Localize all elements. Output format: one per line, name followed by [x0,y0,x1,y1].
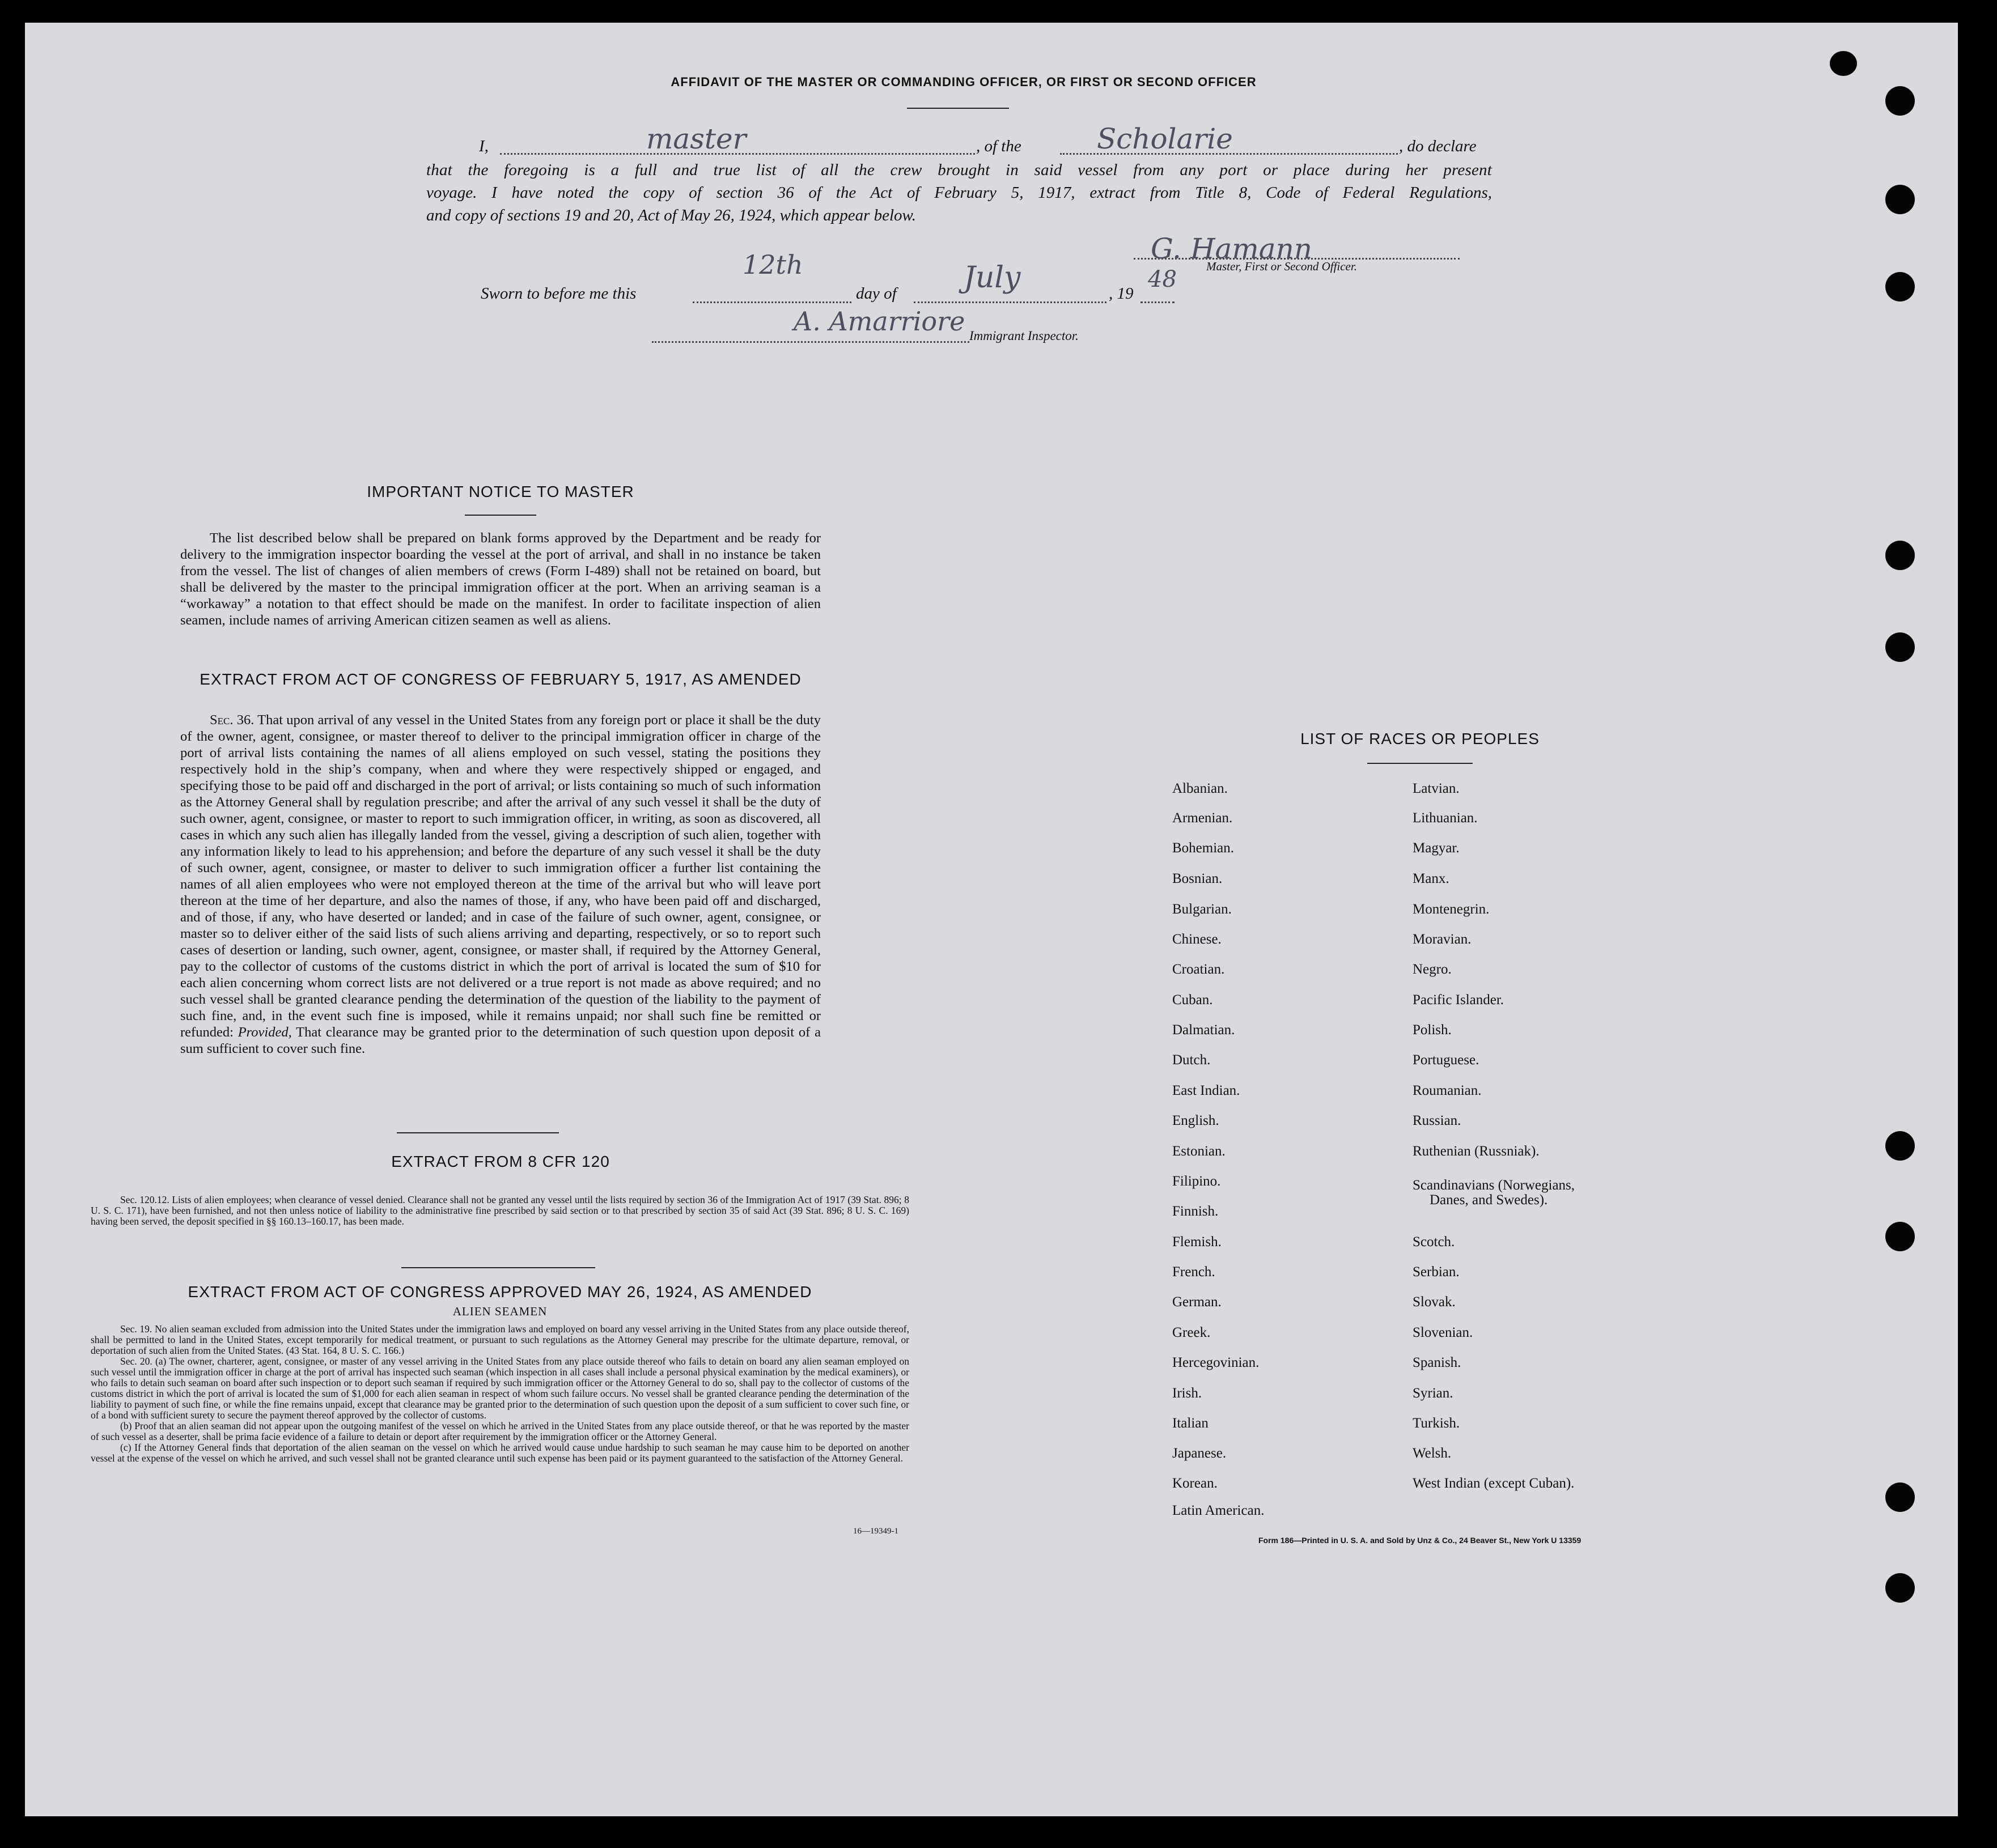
extract-1924-body [91,1324,909,1464]
punch-hole [1885,632,1915,662]
race-item: Chinese. [1172,932,1222,947]
race-item: Montenegrin. [1413,902,1490,917]
race-item: Greek. [1172,1325,1211,1340]
extract-1917-heading: EXTRACT FROM ACT OF CONGRESS OF FEBRUARY 5, 1917, AS AMENDED [200,670,802,688]
race-item: Russian. [1413,1113,1461,1128]
race-item: Negro. [1413,962,1452,977]
divider [1367,763,1473,764]
race-item: Dutch. [1172,1052,1211,1068]
race-item: Serbian. [1413,1264,1460,1280]
punch-hole [1885,541,1915,570]
race-item: Moravian. [1413,932,1472,947]
race-item: Scotch. [1413,1234,1455,1250]
race-item: Korean. [1172,1476,1218,1491]
inspector-line [652,341,969,343]
section-label: Sec. 36. [210,712,255,728]
race-item: French. [1172,1264,1215,1280]
race-item: English. [1172,1113,1219,1128]
punch-hole [1885,185,1915,214]
extract-cfr-body: Sec. 120.12. Lists of alien employees; when clearance of vessel denied. Clearance shall not be granted any vessel until the lists required by section 36 of the Immigration Act of 1917 (39 Stat. 896; 8 U. S. C. 171), have been furnished, and not then unless notice of liability to the administrative fine prescribed by said section or to that prescribed by section 35 of said Act (39 Stat. 896; 8 U. S. C. 169) having been served, the deposit specified in §§ 160.13–160.17, has been made. [91,1194,909,1227]
race-item: Bosnian. [1172,871,1223,886]
year-prefix: , 19 [1109,284,1134,303]
race-item: Finnish. [1172,1204,1219,1219]
day-of-label: day of [856,284,897,303]
race-item: Pacific Islander. [1413,992,1504,1008]
extract-1917-body [180,712,821,1057]
race-item: Manx. [1413,871,1449,886]
signature-caption: Master, First or Second Officer. [1206,260,1357,273]
race-item: Ruthenian (Russniak). [1413,1144,1540,1159]
race-item: Latvian. [1413,781,1460,796]
punch-hole [1885,1222,1915,1251]
proviso-label: Provided, [238,1025,292,1040]
proviso-text: That clearance may be granted prior to the determination of such question upon deposit of a sum sufficient to cover such fine. [180,1025,821,1056]
printer-footer: Form 186—Printed in U. S. A. and Sold by Unz & Co., 24 Beaver St., New York U 13359 [1258,1536,1582,1545]
handwritten-day: 12th [743,249,803,280]
year-blank [1140,301,1175,303]
affidavit-line-2: that the foregoing is a full and true list of all the crew brought in said vessel from any port or place during her present [426,161,1492,179]
sworn-label: Sworn to before me this [481,284,637,303]
affidavit-line-4: and copy of sections 19 and 20, Act of May 26, 1924, which appear below. [426,206,916,224]
race-item: Slovenian. [1413,1325,1473,1340]
race-item: Polish. [1413,1022,1452,1038]
day-blank [693,301,851,303]
divider [397,1132,559,1133]
race-item: Syrian. [1413,1386,1453,1401]
race-item: Irish. [1172,1386,1202,1401]
race-item: Danes, and Swedes). [1430,1192,1548,1208]
races-heading: LIST OF RACES OR PEOPLES [1300,730,1540,747]
punch-hole [1885,1573,1915,1603]
extract-1924-heading: EXTRACT FROM ACT OF CONGRESS APPROVED MAY 26, 1924, AS AMENDED [188,1283,812,1301]
punch-hole [1885,1131,1915,1161]
race-item: Cuban. [1172,992,1213,1008]
do-declare-label: , do declare [1399,137,1477,155]
race-item: West Indian (except Cuban). [1413,1476,1575,1491]
section-19: Sec. 19. No alien seaman excluded from admission into the United States under the immigration laws and employed on board any vessel arriving in the United States from any place outside thereof, shall be permitted to land in the United States, except temporarily for medical treatment, or pursuant to such regulations as the Attorney General may prescribe for the ultimate departure, removal, or deportation of such alien from the United States. (43 Stat. 164, 8 U. S. C. 166.) [91,1323,909,1356]
race-item: Scandinavians (Norwegians, [1413,1178,1575,1193]
divider [465,515,536,516]
affidavit-i-label: I, [479,137,489,155]
race-item: Dalmatian. [1172,1022,1235,1038]
race-item: Bulgarian. [1172,902,1232,917]
race-item: Portuguese. [1413,1052,1479,1068]
section-text: That upon arrival of any vessel in the United States from any foreign port or place it shall be the duty of the owner, agent, consignee, or master thereof to deliver to the principal immigration officer in charge of the port of arrival lists containing the names of all aliens employed on such vessel, stating the positions they respectively hold in the ship’s company, when and where they were respectively shipped or engaged, and specifying those to be paid off and discharged in the port of arrival; or lists containing so much of such information as the Attorney General shall by regulation prescribe; and after the arrival of any such vessel it shall be the duty of such owner, agent, consignee, or master to report to such immigration officer, in writing, as soon as discovered, all cases in which any such alien has illegally landed from the vessel, giving a description of such alien, together with any information likely to lead to his apprehension; and before the departure of any such vessel it shall be the duty of such owner, agent, consignee, or master to deliver to such immigration officer a further list containing the names of all alien employees who were not employed thereon at the time of the arrival but who will leave port thereon at the time of her departure, and also the names of those, if any, who have been paid off and discharged, and of those, if any, who have deserted or landed; and in case of the failure of such owner, agent, consignee, or master so to deliver either of the said lists of such aliens arriving and departing, respectively, or so to report such cases of desertion or landing, such owner, agent, consignee, or master shall, if required by the Attorney General, pay to the collector of customs of the customs district in which the port of arrival is located the sum of $10 for each alien concerning whom correct lists are not delivered or a true report is not made as above required; and no such vessel shall be granted clearance pending the determination of the question of the liability to the payment of such fine, and, in the event such fine is imposed, while it remains unpaid; nor shall such fine be remitted or refunded: [180,712,821,1040]
punch-hole [1885,86,1915,116]
handwritten-year: 48 [1148,266,1177,292]
affidavit-line-3: voyage. I have noted the copy of section 36 of the Act of February 5, 1917, extract from Title 8, Code of Federal Regulations, [426,184,1492,202]
punch-hole [1885,1482,1915,1512]
notice-heading: IMPORTANT NOTICE TO MASTER [367,483,634,500]
race-item: Filipino. [1172,1174,1221,1189]
race-item: Turkish. [1413,1416,1460,1431]
inspector-caption: Immigrant Inspector. [969,329,1079,343]
master-signature: G. Hamann [1151,232,1312,265]
race-item: Armenian. [1172,810,1233,826]
handwritten-master: master [646,122,747,155]
punch-hole [1885,272,1915,301]
handwritten-month: July [964,261,1021,295]
extract-cfr-heading: EXTRACT FROM 8 CFR 120 [391,1153,610,1170]
race-item: German. [1172,1294,1222,1310]
race-item: Japanese. [1172,1446,1227,1461]
section-20-c: (c) If the Attorney General finds that deportation of the alien seaman on the vessel on which he arrived would cause undue hardship to such seaman he may cause him to be deported on another vessel at the expense of the vessel on which he arrived, and such vessel shall not be granted clearance until such expense has been paid or its payment guaranteed to the satisfaction of the Attorney General. [91,1442,909,1464]
race-item: Welsh. [1413,1446,1452,1461]
race-item: Hercegovinian. [1172,1355,1260,1370]
section-20-a: Sec. 20. (a) The owner, charterer, agent, consignee, or master of any vessel arriving in the United States from any place outside thereof who fails to detain on board any alien seaman employed on such vessel until the immigration officer in charge at the port of arrival has inspected such seaman (which inspection in all cases shall include a personal physical examination by the medical examiners), or who fails to detain such seaman on board after such inspection or to deport such seaman if required by such immigration officer or the Attorney General to do so, shall pay to the collector of customs of the customs district in which the port of arrival is located the sum of $1,000 for each alien seaman in respect of whom such failure occurs. No vessel shall be granted clearance pending the determination of the liability to payment of such fine, or while the fine remains unpaid, except that clearance may be granted prior to the determination of such question upon the deposit of a sum sufficient to cover such fine, or of a bond with sufficient surety to secure the payment thereof approved by the collector of customs. [91,1356,909,1421]
month-blank [914,301,1106,303]
section-20-b: (b) Proof that an alien seaman did not appear upon the outgoing manifest of the vessel on which he arrived in the United States from any place outside thereof, or that he was reported by the master of such vessel as a deserter, shall be prima facie evidence of a failure to detain or deport after requirement by the immigration officer or the Attorney General. [91,1420,909,1442]
alien-seamen-subheading: ALIEN SEAMEN [452,1305,548,1318]
punch-hole [1830,51,1857,76]
race-item: Latin American. [1172,1503,1265,1518]
race-item: Flemish. [1172,1234,1222,1250]
race-item: East Indian. [1172,1083,1240,1098]
race-item: Estonian. [1172,1144,1226,1159]
form-code: 16—19349-1 [853,1527,898,1536]
divider [907,108,1009,109]
race-item: Lithuanian. [1413,810,1478,826]
race-item: Magyar. [1413,840,1460,856]
of-the-label: , of the [976,137,1021,155]
notice-body: The list described below shall be prepared on blank forms approved by the Department and be ready for delivery to the immigration inspector boarding the vessel at the port of arrival, and shall in no instance be taken from the vessel. The list of changes of alien members of crews (Form I-489) shall not be retained on board, but shall be delivered by the master to the principal immigration officer at the port. When an arriving seaman is a “workaway” a notation to that effect should be made on the manifest. In order to facilitate inspection of alien seamen, include names of arriving American citizen seamen as well as aliens. [180,530,821,628]
divider [401,1267,595,1268]
race-item: Roumanian. [1413,1083,1482,1098]
inspector-signature: A. Amarriore [794,306,965,337]
race-item: Albanian. [1172,781,1228,796]
race-item: Slovak. [1413,1294,1456,1310]
race-item: Italian [1172,1416,1209,1431]
race-item: Bohemian. [1172,840,1235,856]
race-item: Croatian. [1172,962,1225,977]
handwritten-vessel: Scholarie [1097,122,1233,155]
race-item: Spanish. [1413,1355,1461,1370]
affidavit-heading: AFFIDAVIT OF THE MASTER OR COMMANDING OFFICER, OR FIRST OR SECOND OFFICER [671,75,1257,89]
